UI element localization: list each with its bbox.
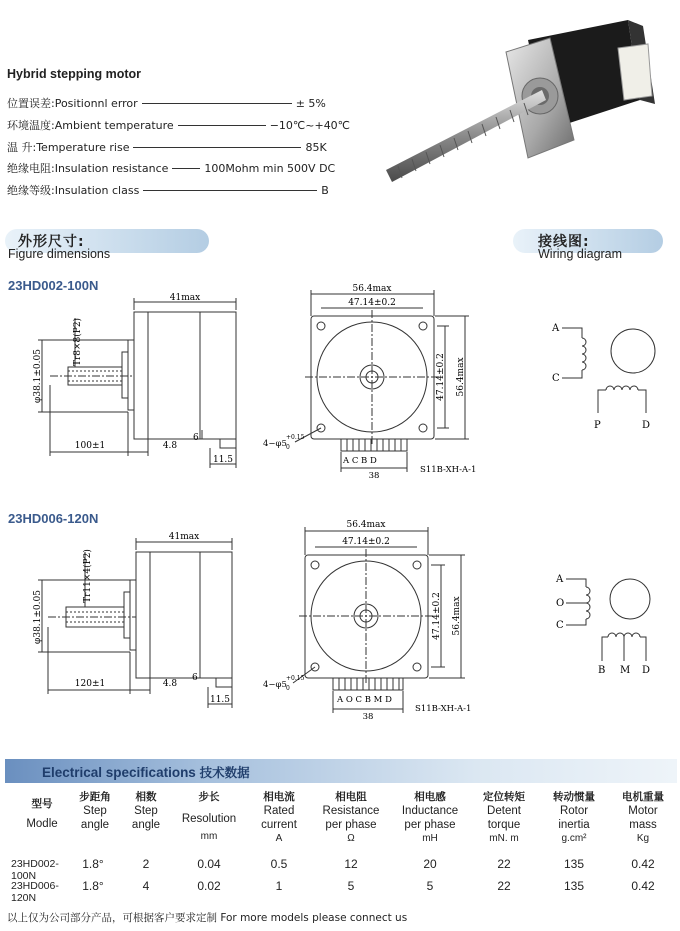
wire-o-label: O xyxy=(556,598,565,609)
dim-width: 38 xyxy=(368,471,380,480)
spec-label: 绝缘等级:Insulation class xyxy=(7,184,140,197)
col-header-step-angle: 步距角 Step angle xyxy=(79,791,111,831)
connector-pins: A C B D xyxy=(343,456,377,466)
cell-resolution: 0.02 xyxy=(197,879,221,893)
cell-motor-mass: 0.42 xyxy=(631,879,655,893)
cell-rotor-inertia: 135 xyxy=(563,857,585,871)
dim-tol-plus: +0.15 xyxy=(286,675,305,682)
dim-vpitch: 47.14±0.2 xyxy=(436,353,446,401)
cell-phases: 2 xyxy=(142,857,150,871)
dim-outer: 56.4max xyxy=(352,284,392,294)
wire-d-label: D xyxy=(642,665,651,676)
leader-line xyxy=(133,147,301,148)
wiring-diagram-title-en: Wiring diagram xyxy=(538,247,623,261)
col-header-resolution: 步长 Resolution mm xyxy=(181,791,237,842)
dim-connector: 11.5 xyxy=(212,455,234,465)
wire-a-label: A xyxy=(552,323,560,334)
wire-a-label: A xyxy=(556,574,564,585)
cell-current: 1 xyxy=(275,879,283,893)
cell-detent-torque: 22 xyxy=(497,857,511,871)
figure-dimensions-title-cn: 外形尺寸: xyxy=(18,234,85,250)
col-header-model: 型号 Modle xyxy=(26,798,58,830)
col-header-resistance: 相电阻 Resistance per phase Ω xyxy=(322,791,380,844)
wire-b-label: B xyxy=(598,665,606,676)
dim-holes: 4−φ5 xyxy=(263,680,287,690)
leader-line xyxy=(142,103,292,104)
col-header-motor-mass: 电机重量 Motor mass Kg xyxy=(622,791,664,844)
cell-rotor-inertia: 135 xyxy=(563,879,585,893)
spec-label: 位置误差:Positionnl error xyxy=(7,97,138,110)
motor2-front-view xyxy=(255,515,505,720)
connector-type: S11B-XH-A-1 xyxy=(420,465,477,475)
motor2-side-view xyxy=(30,528,250,718)
footer-note: 以上仅为公司部分产品，可根据客户要求定制 For more models please connect us xyxy=(7,912,408,924)
dim-tol-plus: +0.15 xyxy=(286,434,305,441)
dim-thread: Tr8×8(P2) xyxy=(73,317,83,367)
dim-flange: 4.8 xyxy=(162,441,178,451)
dim-flange: 4.8 xyxy=(162,679,178,689)
motor1-wiring-diagram xyxy=(540,310,670,440)
spec-label: 绝缘电阻:Insulation resistance xyxy=(7,162,169,175)
cell-step-angle: 1.8° xyxy=(82,879,104,893)
electrical-title-en: Electrical specifications xyxy=(42,765,196,780)
leader-line xyxy=(172,168,200,169)
dim-tol-zero: 0 xyxy=(286,444,290,451)
dim-diameter: φ38.1±0.05 xyxy=(33,590,43,644)
dim-thread: Tr11×4(P2) xyxy=(83,549,93,603)
dim-width: 38 xyxy=(362,712,374,720)
connector xyxy=(618,44,652,100)
cell-model: 23HD006-120N xyxy=(11,880,59,904)
wire-m-label: M xyxy=(620,665,631,676)
spec-label: 环境温度:Ambient temperature xyxy=(7,119,174,132)
connector-pins: A O C B M D xyxy=(337,695,392,705)
spec-value: B xyxy=(321,183,329,197)
dim-vouter: 56.4max xyxy=(456,357,466,397)
spec-value: 100Mohm min 500V DC xyxy=(204,161,336,175)
electrical-specs-title xyxy=(42,763,250,781)
col-header-phases: 相数 Step angle xyxy=(131,791,161,831)
spec-insulation-resistance xyxy=(7,161,335,175)
wire-c-label: C xyxy=(552,373,560,384)
dim-pitch: 47.14±0.2 xyxy=(348,298,396,308)
dim-pitch: 47.14±0.2 xyxy=(342,537,390,547)
cell-inductance: 5 xyxy=(426,879,434,893)
cell-current: 0.5 xyxy=(270,857,288,871)
spec-value: 85K xyxy=(305,140,327,154)
dim-step: 6 xyxy=(193,433,199,443)
spec-label: 温 升:Temperature rise xyxy=(7,141,130,154)
cell-resistance: 12 xyxy=(344,857,358,871)
leader-line xyxy=(178,125,266,126)
wire-c-label: C xyxy=(556,620,564,631)
cell-phases: 4 xyxy=(142,879,150,893)
dim-outer: 56.4max xyxy=(346,520,386,530)
dim-length: 41max xyxy=(168,532,200,542)
dim-shaft-length: 120±1 xyxy=(74,679,106,689)
dim-tol-zero: 0 xyxy=(286,685,290,692)
motor-photo xyxy=(378,0,680,200)
spec-insulation-class xyxy=(7,183,329,197)
model-label-2: 23HD006-120N xyxy=(8,511,99,526)
electrical-title-cn: 技术数据 xyxy=(199,765,250,780)
cell-resistance: 5 xyxy=(347,879,355,893)
model-label-1: 23HD002-100N xyxy=(8,278,99,293)
spec-value: −10℃~+40℃ xyxy=(269,118,351,132)
wire-d-label: D xyxy=(642,420,651,431)
spec-position-error xyxy=(7,96,326,110)
cell-motor-mass: 0.42 xyxy=(631,857,655,871)
cell-detent-torque: 22 xyxy=(497,879,511,893)
motor1-front-view xyxy=(255,280,505,480)
spec-temperature-rise xyxy=(7,140,327,154)
dim-length: 41max xyxy=(169,293,201,303)
motor2-wiring-diagram xyxy=(540,565,670,680)
spec-ambient-temperature xyxy=(7,118,350,132)
dim-shaft-length: 100±1 xyxy=(74,441,106,451)
spec-value: ± 5% xyxy=(295,96,326,110)
dim-step: 6 xyxy=(192,673,198,683)
cell-inductance: 20 xyxy=(423,857,437,871)
wire-p-label: P xyxy=(594,420,601,431)
col-header-detent-torque: 定位转矩 Detent torque mN. m xyxy=(483,791,525,844)
connector-type: S11B-XH-A-1 xyxy=(415,704,472,714)
cell-resolution: 0.04 xyxy=(197,857,221,871)
dim-vouter: 56.4max xyxy=(452,596,462,636)
dim-connector: 11.5 xyxy=(209,695,231,705)
motor1-side-view xyxy=(30,290,250,475)
lead-screw xyxy=(386,90,546,182)
col-header-rotor-inertia: 转动惯量 Rotor inertia g.cm² xyxy=(553,791,595,844)
cell-model: 23HD002-100N xyxy=(11,858,59,882)
col-header-rated-current: 相电流 Rated current A xyxy=(261,791,297,844)
dim-vpitch: 47.14±0.2 xyxy=(432,592,442,640)
dim-holes: 4−φ5 xyxy=(263,439,287,449)
col-header-inductance: 相电感 Inductance per phase mH xyxy=(401,791,459,844)
leader-line xyxy=(143,190,317,191)
figure-dimensions-title-en: Figure dimensions xyxy=(8,247,111,261)
product-title: Hybrid stepping motor xyxy=(7,67,142,81)
wiring-diagram-title-cn: 接线图: xyxy=(538,234,590,250)
dim-diameter: φ38.1±0.05 xyxy=(33,349,43,403)
cell-step-angle: 1.8° xyxy=(82,857,104,871)
